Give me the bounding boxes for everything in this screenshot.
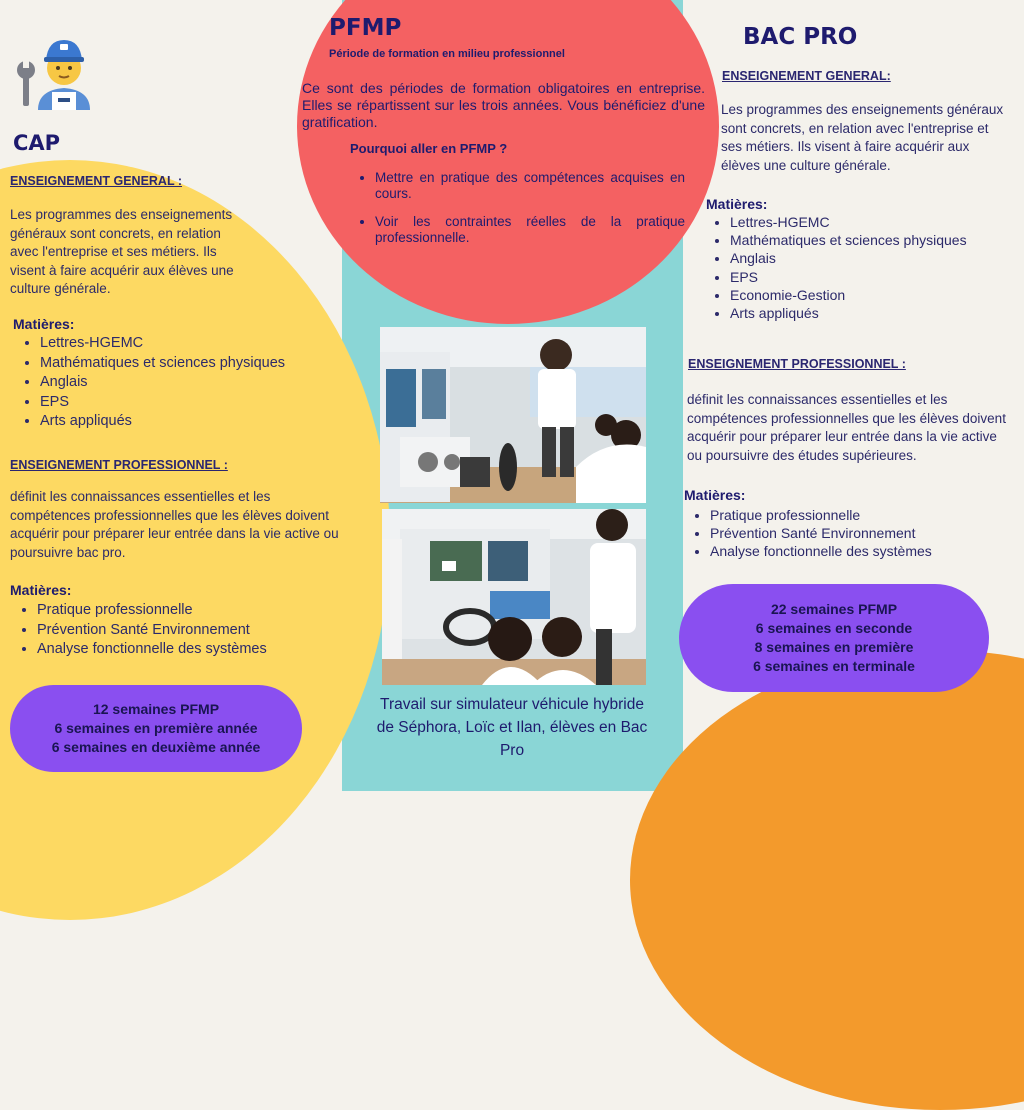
cap-title: CAP xyxy=(13,131,61,155)
pfmp-question: Pourquoi aller en PFMP ? xyxy=(350,141,508,156)
pfmp-intro: Ce sont des périodes de formation obligatoires en entreprise. Elles se répartissent sur les trois années. Vous bénéficiez d'une gratification. xyxy=(302,80,705,130)
subject-item: • Mathématiques et sciences physiques xyxy=(730,231,990,249)
bacpro-pro-subjects xyxy=(685,506,990,561)
reason-item: • Voir les contraintes réelles de la pratique professionnelle. xyxy=(375,214,685,245)
bacpro-pro-matieres-label: Matières: xyxy=(684,487,746,503)
pfmp-summary-line: 6 semaines en deuxième année xyxy=(51,739,261,755)
cap-general-heading: ENSEIGNEMENT GENERAL : xyxy=(10,174,183,188)
bacpro-orange-blob xyxy=(630,650,1024,1110)
subject-item: • Pratique professionnelle xyxy=(37,601,297,621)
pfmp-reasons-list xyxy=(350,170,685,245)
cap-pro-subjects xyxy=(12,601,297,660)
pfmp-summary-line: 22 semaines PFMP xyxy=(770,601,898,617)
reason-item: • Mettre en pratique des compétences acquises en cours. xyxy=(375,170,685,201)
pfmp-summary-line: 6 semaines en première année xyxy=(54,720,258,736)
subject-item: • Prévention Santé Environnement xyxy=(37,621,297,641)
pfmp-summary-line: 6 semaines en seconde xyxy=(755,620,913,636)
photo-caption: Travail sur simulateur véhicule hybride de Séphora, Loïc et Ilan, élèves en Bac Pro xyxy=(376,696,648,759)
cap-general-text: Les programmes des enseignements généraux sont concrets, en relation avec l'entreprise et ses métiers. Ils visent à faire acquérir aux élèves une culture générale. xyxy=(10,207,234,296)
cap-pfmp-summary xyxy=(10,685,302,772)
cap-general-subjects xyxy=(15,334,370,432)
bacpro-pro-text: définit les connaissances essentielles et les compétences professionnelles que les élèves doivent acquérir pour préparer leur entrée dans la vie active ou poursuivre des études supérieures. xyxy=(687,392,1006,463)
bacpro-matieres-label: Matières: xyxy=(706,196,768,212)
subject-item: • Arts appliqués xyxy=(730,304,990,322)
cap-matieres-label: Matières: xyxy=(13,316,75,332)
pfmp-summary-line: 6 semaines en terminale xyxy=(753,658,915,674)
cap-pro-heading: ENSEIGNEMENT PROFESSIONNEL : xyxy=(10,458,228,472)
subject-item: • Analyse fonctionnelle des systèmes xyxy=(37,640,297,660)
simulator-photo-bottom xyxy=(382,509,646,685)
subject-item: • EPS xyxy=(730,268,990,286)
simulator-photo-top xyxy=(380,327,646,503)
subject-item: • Pratique professionnelle xyxy=(710,506,990,524)
subject-item: • Anglais xyxy=(40,373,370,393)
bacpro-general-heading: ENSEIGNEMENT GENERAL: xyxy=(722,69,891,83)
subject-item: • Arts appliqués xyxy=(40,412,370,432)
subject-item: • EPS xyxy=(40,393,370,413)
bacpro-general-subjects xyxy=(705,213,990,322)
pfmp-title: PFMP xyxy=(329,15,402,41)
mechanic-icon xyxy=(14,30,98,110)
pfmp-summary-line: 12 semaines PFMP xyxy=(92,701,220,717)
pfmp-summary-line: 8 semaines en première xyxy=(754,639,914,655)
bacpro-pfmp-summary xyxy=(679,584,989,692)
subject-item: • Analyse fonctionnelle des systèmes xyxy=(710,542,990,560)
cap-pro-matieres-label: Matières: xyxy=(10,582,72,598)
pfmp-subtitle: Période de formation en milieu professionnel xyxy=(329,48,565,60)
bacpro-general-text: Les programmes des enseignements généraux sont concrets, en relation avec l'entreprise et ses métiers. Ils visent à faire acquérir aux élèves une culture générale. xyxy=(721,102,1004,173)
subject-item: • Economie-Gestion xyxy=(730,286,990,304)
subject-item: • Anglais xyxy=(730,249,990,267)
subject-item: • Prévention Santé Environnement xyxy=(710,524,990,542)
bacpro-title: BAC PRO xyxy=(743,24,858,50)
subject-item: • Lettres-HGEMC xyxy=(40,334,370,354)
bacpro-pro-heading: ENSEIGNEMENT PROFESSIONNEL : xyxy=(688,357,906,371)
cap-pro-text: définit les connaissances essentielles et les compétences professionnelles que les élèves doivent acquérir pour préparer leur entrée dans la vie active ou poursuivre bac pro. xyxy=(10,489,339,560)
subject-item: • Lettres-HGEMC xyxy=(730,213,990,231)
subject-item: • Mathématiques et sciences physiques xyxy=(40,354,370,374)
